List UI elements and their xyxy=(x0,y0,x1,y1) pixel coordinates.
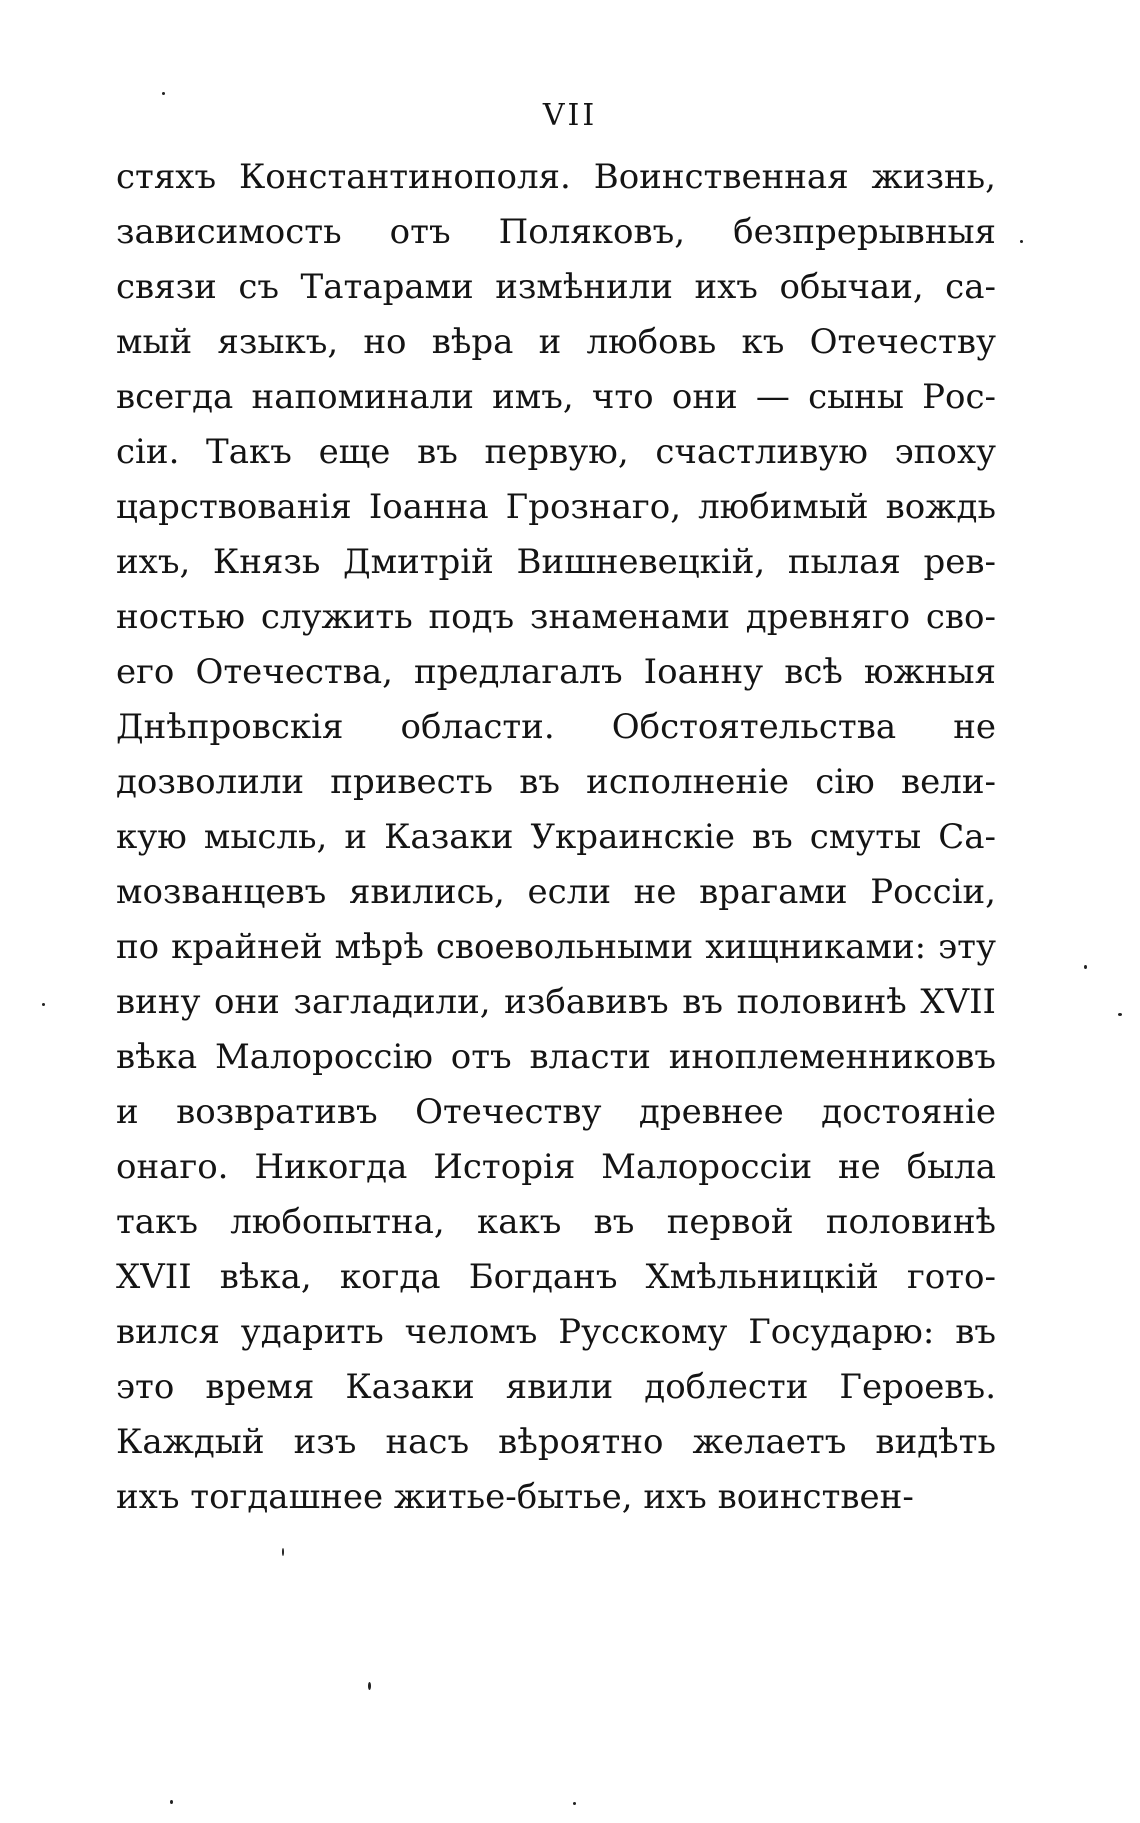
text-line: и возвративъ Отечеству древнее достояніе xyxy=(116,1092,996,1132)
text-line: такъ любопытна, какъ въ первой половинѣ xyxy=(116,1202,996,1242)
scan-speck xyxy=(1118,1013,1122,1016)
body-text xyxy=(116,150,996,1525)
text-line: вился ударить челомъ Русскому Государю: въ xyxy=(116,1312,996,1352)
text-line: зависимость отъ Поляковъ, безпрерывныя xyxy=(116,212,996,252)
text-line: ихъ тогдашнее житье-бытье, ихъ воинствен- xyxy=(116,1477,914,1517)
text-line: по крайней мѣрѣ своевольными хищниками: эту xyxy=(116,927,996,967)
scan-speck xyxy=(162,92,165,95)
text-line: мозванцевъ явились, если не врагами Россіи, xyxy=(116,872,996,912)
scan-speck xyxy=(1084,965,1087,969)
scan-speck xyxy=(170,1800,173,1804)
text-line: сіи. Такъ еще въ первую, счастливую эпоху xyxy=(116,432,996,472)
scan-speck xyxy=(1020,240,1023,243)
text-line: ностью служить подъ знаменами древняго сво- xyxy=(116,597,996,637)
text-line: стяхъ Константинополя. Воинственная жизнь, xyxy=(116,157,996,197)
scan-speck xyxy=(42,1003,45,1006)
text-line: дозволили привесть въ исполненіе сію вели- xyxy=(116,762,996,802)
text-line: Каждый изъ насъ вѣроятно желаетъ видѣть xyxy=(116,1422,996,1462)
text-line: ихъ, Князь Дмитрій Вишневецкій, пылая рев- xyxy=(116,542,996,582)
scan-speck xyxy=(282,1548,284,1556)
text-line: мый языкъ, но вѣра и любовь къ Отечеству xyxy=(116,322,996,362)
text-line: Днѣпровскія области. Обстоятельства не xyxy=(116,707,996,747)
scan-speck xyxy=(573,1802,576,1805)
text-line: онаго. Никогда Исторія Малороссіи не была xyxy=(116,1147,996,1187)
text-line: это время Казаки явили доблести Героевъ. xyxy=(116,1367,996,1407)
text-line: царствованія Іоанна Грознаго, любимый вождь xyxy=(116,487,996,527)
text-line: кую мысль, и Казаки Украинскіе въ смуты Са- xyxy=(116,817,996,857)
text-line: вину они загладили, избавивъ въ половинѣ XVII xyxy=(116,982,996,1022)
text-line: связи съ Татарами измѣнили ихъ обычаи, са- xyxy=(116,267,996,307)
scan-speck xyxy=(368,1682,371,1690)
text-line: всегда напоминали имъ, что они — сыны Рос- xyxy=(116,377,996,417)
text-line: его Отечества, предлагалъ Іоанну всѣ южныя xyxy=(116,652,996,692)
page-number: VII xyxy=(542,98,598,133)
text-line: XVII вѣка, когда Богданъ Хмѣльницкій гото- xyxy=(116,1257,996,1297)
text-line: вѣка Малороссію отъ власти иноплеменниковъ xyxy=(116,1037,996,1077)
